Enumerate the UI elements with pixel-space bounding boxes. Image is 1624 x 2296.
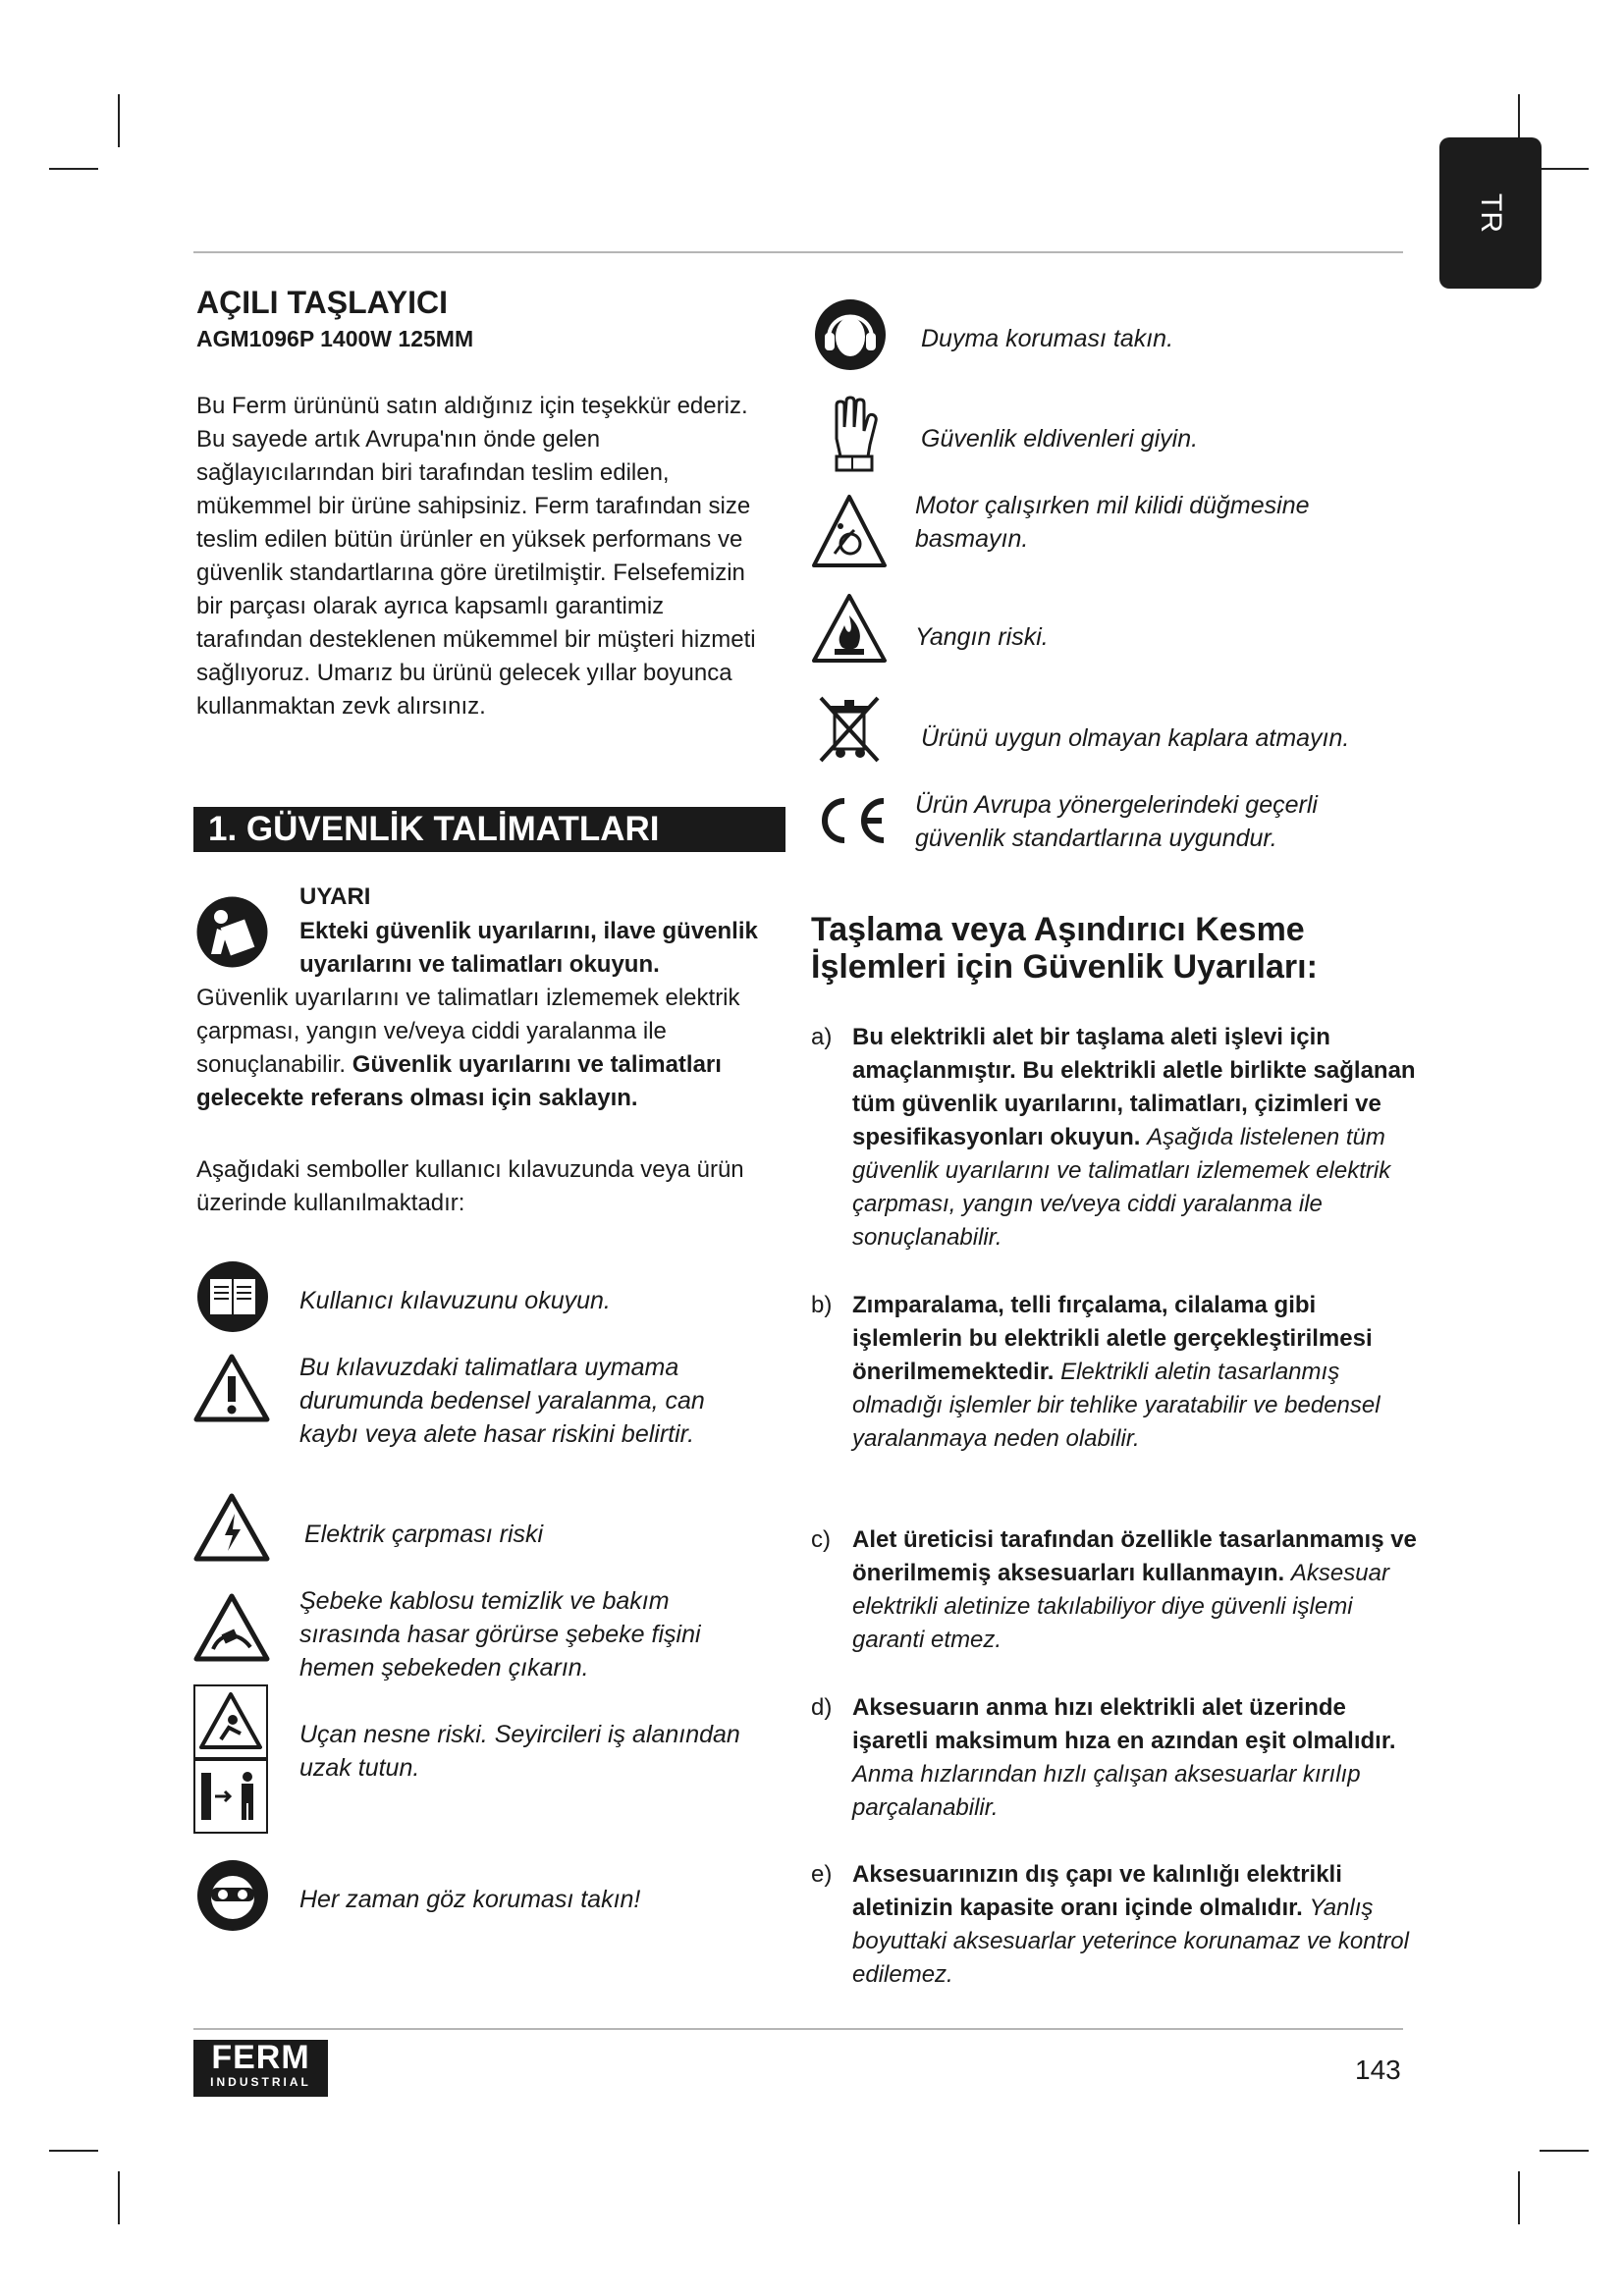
symbol-label: Ürünü uygun olmayan kaplara atmayın. xyxy=(921,724,1350,752)
item-letter: d) xyxy=(811,1694,833,1721)
crop-mark xyxy=(49,168,98,170)
item-bold: Zımparalama, telli fırçalama, cilalama gibi işlemlerin bu elektrikli aletle gerçekleştirilmesi önerilmemektedir. xyxy=(852,1292,1373,1385)
symbol-label: Elektrik çarpması riski xyxy=(304,1521,544,1548)
warning-paragraph xyxy=(196,982,790,1115)
flying-objects-icon xyxy=(193,1684,268,1834)
symbol-label: Kullanıcı kılavuzunu okuyun. xyxy=(299,1287,611,1314)
safety-gloves-icon xyxy=(823,396,882,474)
logo-sub: INDUSTRIAL xyxy=(210,2075,311,2089)
page-number: 143 xyxy=(1355,2055,1401,2085)
warning-normal-text: Güvenlik uyarılarını ve talimatları izlememek elektrik çarpması, yangın ve/veya ciddi yaralanma ile sonuçlanabilir. xyxy=(196,985,740,1078)
symbol-label: Ürün Avrupa yönergelerindeki geçerli güvenlik standartlarına uygundur. xyxy=(915,791,1318,852)
unplug-cable-icon xyxy=(193,1592,270,1663)
symbol-label: Duyma koruması takın. xyxy=(921,325,1174,352)
item-italic: Anma hızlarından hızlı çalışan aksesuarlar kırılıp parçalanabilir. xyxy=(852,1761,1361,1821)
read-manual-icon xyxy=(195,1259,270,1334)
item-letter: e) xyxy=(811,1861,833,1888)
no-disposal-icon xyxy=(815,692,884,767)
page-title: AÇILI TAŞLAYICI xyxy=(196,285,449,320)
intro-paragraph: Bu Ferm ürününü satın aldığınız için teşekkür ederiz. Bu sayede artık Avrupa'nın önde gelen sağlayıcılarından biri tarafından teslim edilen, mükemmel bir ürüne sahipsiniz. Ferm tarafından size teslim edilen bütün ürünler en yüksek performans ve güvenlik standartlarına göre üretilmiştir. Felsefemizin bir parçası olarak ayrıca kapsamlı garantimiz tarafından desteklenen mükemmel bir müşteri hizmeti sağlıyoruz. Umarız bu ürünü gelecek yıllar boyunca kullanmaktan zevk alırsınız. xyxy=(196,393,756,720)
language-tab xyxy=(1439,137,1542,289)
ferm-logo xyxy=(193,2040,328,2097)
symbol-label: Şebeke kablosu temizlik ve bakım sırasında hasar görürse şebeke fişini hemen şebekeden çıkarın. xyxy=(299,1587,701,1682)
hearing-protection-icon xyxy=(813,297,888,372)
item-bold: Aksesuarın anma hızı elektrikli alet üzerinde işaretli maksimum hıza en azından eşit olmalıdır. xyxy=(852,1694,1396,1754)
symbol-label: Güvenlik eldivenleri giyin. xyxy=(921,425,1199,453)
symbol-label: Motor çalışırken mil kilidi düğmesine basmayın. xyxy=(915,492,1310,553)
logo-main: FERM xyxy=(211,2039,310,2076)
item-letter: c) xyxy=(811,1526,831,1553)
warning-heading: UYARI xyxy=(299,883,371,910)
top-rule xyxy=(193,251,1403,253)
symbol-label: Yangın riski. xyxy=(915,623,1049,651)
list-item xyxy=(811,1858,1420,1992)
list-item xyxy=(811,1021,1420,1255)
grinding-warnings-heading: Taşlama veya Aşındırıcı Kesme İşlemleri için Güvenlik Uyarıları: xyxy=(811,911,1318,986)
ce-mark-icon xyxy=(811,793,890,848)
symbols-intro: Aşağıdaki semboller kullanıcı kılavuzunda veya ürün üzerinde kullanılmaktadır: xyxy=(196,1156,744,1216)
crop-mark xyxy=(49,2150,98,2152)
symbol-label: Bu kılavuzdaki talimatlara uymama durumunda bedensel yaralanma, can kaybı veya alete hasar riskini belirtir. xyxy=(299,1354,705,1448)
crop-mark xyxy=(1518,2171,1520,2224)
crop-mark xyxy=(118,2171,120,2224)
item-italic: Elektrikli aletin tasarlanmış olmadığı işlemler bir tehlike yaratabilir ve bedensel yaralanmaya neden olabilir. xyxy=(852,1359,1380,1452)
item-bold: Alet üreticisi tarafından özellikle tasarlanmamış ve önerilmemiş aksesuarları kullanmayın. xyxy=(852,1526,1417,1586)
read-manual-warning-icon xyxy=(195,895,269,969)
language-tab-label: TR xyxy=(1475,193,1507,233)
item-italic: Yanlış boyuttaki aksesuarlar yeterince korunamaz ve kontrol edilemez. xyxy=(852,1895,1409,1988)
bottom-rule xyxy=(193,2028,1403,2030)
list-item xyxy=(811,1289,1420,1456)
crop-mark xyxy=(1540,2150,1589,2152)
item-italic: Aşağıda listelenen tüm güvenlik uyarılarını ve talimatları izlememek elektrik çarpması, yangın ve/veya ciddi yaralanma ile sonuçlanabilir. xyxy=(852,1124,1391,1251)
crop-mark xyxy=(118,94,120,147)
warning-triangle-icon xyxy=(193,1353,270,1423)
warning-bold-end: Güvenlik uyarılarını ve talimatları gelecekte referans olması için saklayın. xyxy=(196,1051,722,1111)
list-item xyxy=(811,1523,1420,1657)
symbol-label: Her zaman göz koruması takın! xyxy=(299,1886,641,1913)
model-subtitle: AGM1096P 1400W 125MM xyxy=(196,326,474,351)
warning-bold-line: Ekteki güvenlik uyarılarını, ilave güvenlik uyarılarını ve talimatları okuyun. xyxy=(299,918,758,978)
item-italic: Aksesuar elektrikli aletinize takılabiliyor diye güvenli işlemi garanti etmez. xyxy=(852,1560,1389,1653)
symbol-label: Uçan nesne riski. Seyircileri iş alanından uzak tutun. xyxy=(299,1721,740,1782)
section-heading: 1. GÜVENLİK TALİMATLARI xyxy=(193,807,785,852)
crop-mark xyxy=(1540,168,1589,170)
item-letter: b) xyxy=(811,1292,833,1318)
eye-protection-icon xyxy=(195,1858,270,1933)
item-letter: a) xyxy=(811,1024,833,1050)
list-item xyxy=(811,1691,1420,1825)
item-bold: Bu elektrikli alet bir taşlama aleti işlevi için amaçlanmıştır. Bu elektrikli aletle birlikte sağlanan tüm güvenlik uyarılarını, talimatları, çizimleri ve spesifikasyonları okuyun. xyxy=(852,1024,1416,1150)
spindle-lock-icon xyxy=(811,493,888,571)
fire-risk-icon xyxy=(811,592,888,667)
electric-shock-icon xyxy=(193,1492,270,1563)
item-bold: Aksesuarınızın dış çapı ve kalınlığı elektrikli aletinizin kapasite oranı içinde olmalıdır. xyxy=(852,1861,1342,1921)
